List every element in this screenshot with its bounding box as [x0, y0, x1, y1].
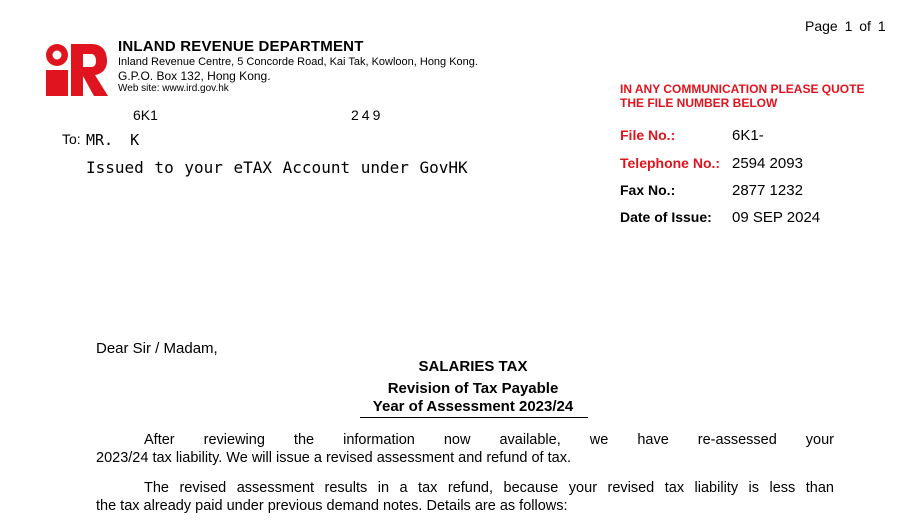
paragraph-line: 2023/24 tax liability. We will issue a revised assessment and refund of tax.: [96, 450, 571, 466]
telephone-label: Telephone No.:: [620, 155, 721, 171]
file-no-value: 6K1-: [732, 127, 764, 144]
date-of-issue-value: 09 SEP 2024: [732, 209, 821, 226]
telephone-value: 2594 2093: [732, 155, 803, 172]
paragraph-line: The revised assessment results in a tax refund, because your revised tax liability is less than: [144, 480, 834, 496]
department-address-line2: G.P.O. Box 132, Hong Kong.: [118, 69, 271, 83]
paragraph-reassessment: [96, 431, 834, 467]
ird-logo: [44, 40, 108, 96]
department-address-line1: Inland Revenue Centre, 5 Concorde Road, Kai Tak, Kowloon, Hong Kong.: [118, 56, 478, 68]
file-no-label: File No.:: [620, 127, 676, 143]
quote-notice-line2: THE FILE NUMBER BELOW: [620, 96, 778, 110]
department-name: INLAND REVENUE DEPARTMENT: [118, 38, 364, 55]
heading-underline: [360, 417, 588, 418]
reference-code: 6K1: [133, 107, 158, 123]
letter-heading-subject: Revision of Tax Payable: [387, 380, 559, 397]
letter-heading-year: Year of Assessment 2023/24: [372, 398, 574, 415]
to-label: To:: [62, 131, 81, 147]
recipient-name: MR. K: [86, 131, 140, 149]
fax-value: 2877 1232: [732, 182, 803, 199]
paragraph-line: the tax already paid under previous demand notes. Details are as follows:: [96, 498, 568, 514]
page-indicator: Page 1 of 1: [805, 18, 886, 34]
delivery-note: Issued to your eTAX Account under GovHK: [86, 158, 468, 177]
department-website: Web site: www.ird.gov.hk: [118, 83, 229, 94]
date-of-issue-label: Date of Issue:: [620, 209, 712, 225]
fax-label: Fax No.:: [620, 182, 676, 198]
quote-notice-line1: IN ANY COMMUNICATION PLEASE QUOTE: [620, 82, 865, 96]
paragraph-line: After reviewing the information now available, we have re-assessed your: [144, 432, 834, 448]
letter-heading-tax-type: SALARIES TAX: [418, 358, 528, 375]
reference-number: 249: [351, 107, 384, 123]
salutation: Dear Sir / Madam,: [96, 340, 218, 357]
paragraph-refund-details: [96, 479, 834, 515]
